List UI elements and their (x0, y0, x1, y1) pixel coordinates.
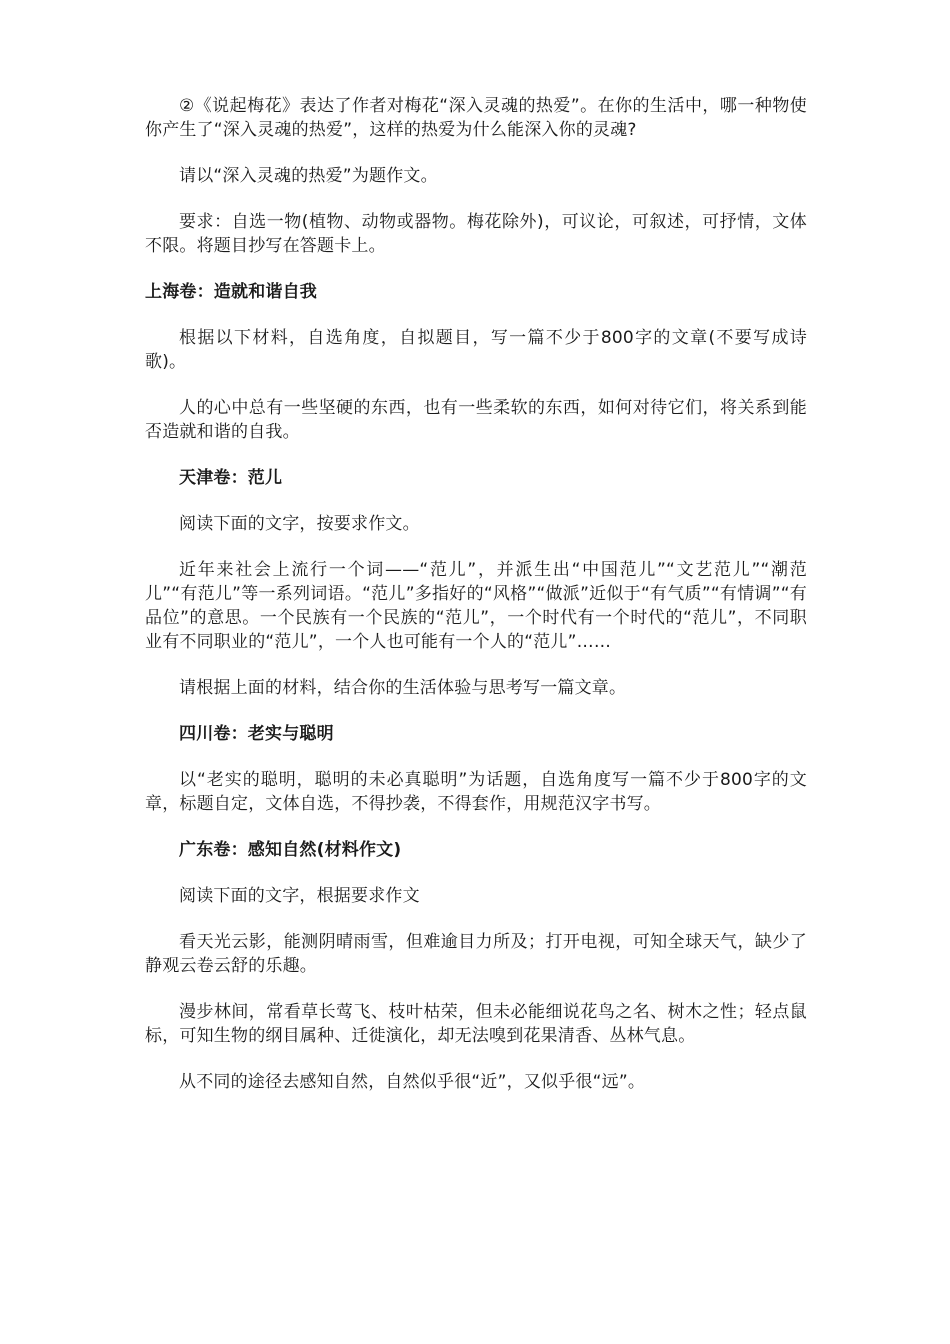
heading-shanghai: 上海卷：造就和谐自我 (145, 282, 317, 302)
heading-guangdong: 广东卷：感知自然(材料作文) (179, 840, 402, 860)
paragraph-guangdong-material-2: 漫步林间，常看草长莺飞、枝叶枯荣，但未必能细说花鸟之名、树木之性；轻点鼠标，可知生物的纲目属种、迁徙演化，却无法嗅到花果清香、丛林气息。 (145, 1002, 807, 1046)
paragraph-meihua-prompt: ②《说起梅花》表达了作者对梅花“深入灵魂的热爱”。在你的生活中，哪一种物使你产生了“深入灵魂的热爱”，这样的热爱为什么能深入你的灵魂? (145, 96, 807, 140)
heading-tianjin: 天津卷：范儿 (179, 468, 283, 488)
document-body (145, 94, 807, 1116)
paragraph-guangdong-instruction: 阅读下面的文字，根据要求作文 (179, 886, 420, 906)
paragraph-title-instruction: 请以“深入灵魂的热爱”为题作文。 (179, 166, 438, 186)
paragraph-shanghai-material: 人的心中总有一些坚硬的东西，也有一些柔软的东西，如何对待它们，将关系到能否造就和谐的自我。 (145, 398, 807, 442)
paragraph-tianjin-task: 请根据上面的材料，结合你的生活体验与思考写一篇文章。 (179, 678, 627, 698)
paragraph-guangdong-material-1: 看天光云影，能测阴晴雨雪，但难逾目力所及；打开电视，可知全球天气，缺少了静观云卷云舒的乐趣。 (145, 932, 807, 976)
paragraph-guangdong-material-3: 从不同的途径去感知自然，自然似乎很“近”，又似乎很“远”。 (179, 1072, 646, 1092)
heading-sichuan: 四川卷：老实与聪明 (179, 724, 334, 744)
paragraph-sichuan-instruction: 以“老实的聪明，聪明的未必真聪明”为话题，自选角度写一篇不少于800字的文章，标题自定，文体自选，不得抄袭，不得套作，用规范汉字书写。 (145, 770, 807, 814)
paragraph-tianjin-instruction: 阅读下面的文字，按要求作文。 (179, 514, 420, 534)
paragraph-shanghai-instruction: 根据以下材料，自选角度，自拟题目，写一篇不少于800字的文章(不要写成诗歌)。 (145, 328, 807, 372)
paragraph-tianjin-material: 近年来社会上流行一个词——“范儿”，并派生出“中国范儿”“文艺范儿”“潮范儿”“有范儿”等一系列词语。“范儿”多指好的“风格”“做派”近似于“有气质”“有情调”“有品位”的意思。一个民族有一个民族的“范儿”，一个时代有一个时代的“范儿”，不同职业有不同职业的“范儿”，一个人也可能有一个人的“范儿”…… (145, 560, 807, 652)
paragraph-requirements: 要求：自选一物(植物、动物或器物。梅花除外)，可议论，可叙述，可抒情，文体不限。将题目抄写在答题卡上。 (145, 212, 807, 256)
